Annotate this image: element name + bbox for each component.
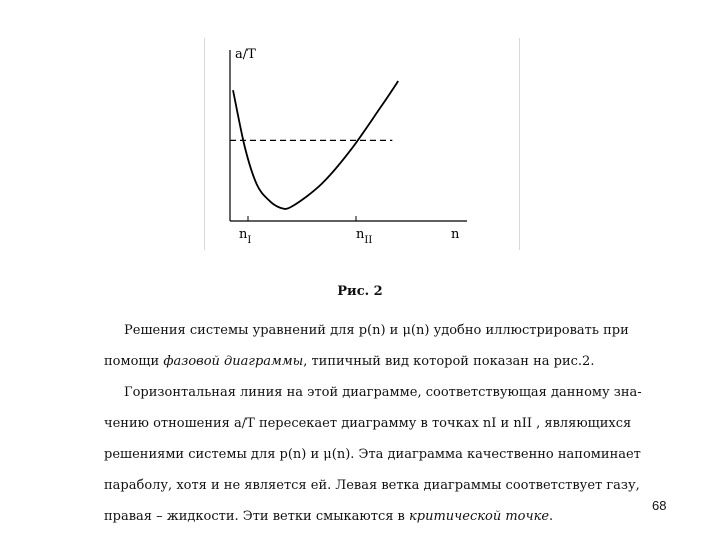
paragraph-2-line-5	[104, 501, 624, 532]
text-fragment: правая – жидкости. Эти ветки смыкаются в	[104, 509, 410, 524]
tick-label-n1: $n_I$	[239, 227, 252, 246]
paragraph-1	[104, 315, 629, 377]
text-fragment: , типичный вид которой показан на рис.2.	[303, 354, 595, 369]
paragraph-2-line-3: решениями системы для p(n) и μ(n). Эта диаграмма качественно напоминает	[104, 447, 641, 462]
figure-caption: Рис. 2	[337, 284, 383, 299]
paragraph-2-line-2: чению отношения a/T пересекает диаграмму в точках nI и nII , являющихся	[104, 416, 632, 431]
paragraph-1-line-1: Решения системы уравнений для p(n) и μ(n) удобно иллюстрировать при	[124, 323, 629, 338]
page-number: 68	[652, 498, 667, 513]
tick-label-n2: $n_{II}$	[356, 227, 373, 246]
critical-point-term: критической точке	[409, 509, 550, 524]
text-fragment: помощи	[104, 354, 164, 369]
phase-curve	[233, 81, 398, 209]
paragraph-2-line-1: Горизонтальная линия на этой диаграмме, соответствующая данному зна-	[124, 385, 642, 400]
phase-diagram-term: фазовой диаграммы	[163, 354, 304, 369]
figure-frame	[204, 38, 520, 250]
text-fragment: .	[549, 509, 554, 524]
paragraph-1-line-2	[104, 346, 624, 377]
x-axis-label: n	[451, 227, 460, 242]
phase-diagram-chart	[205, 38, 519, 250]
paragraph-2-line-4: параболу, хотя и не является ей. Левая ветка диаграммы соответствует газу,	[104, 478, 640, 493]
y-axis-label: a/T	[235, 47, 256, 62]
paragraph-2	[104, 377, 642, 532]
